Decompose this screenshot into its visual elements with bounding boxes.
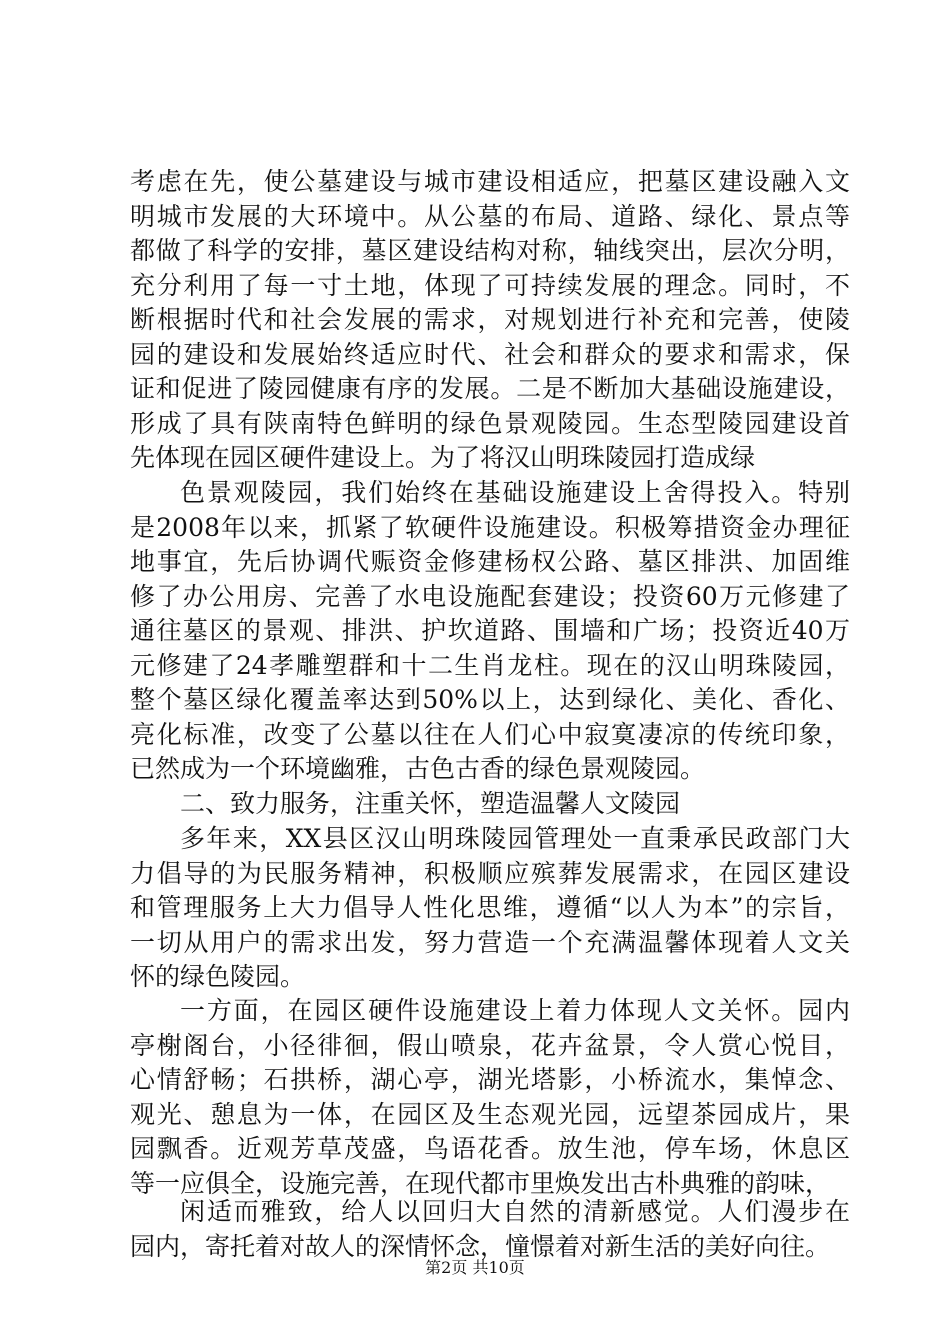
- text-line: 断根据时代和社会发展的需求，对规划进行补充和完善，使陵: [130, 305, 850, 334]
- text-line: 充分利用了每一寸土地，体现了可持续发展的理念。同时，不: [130, 270, 850, 300]
- text-line: 都做了科学的安排，墓区建设结构对称，轴线突出，层次分明，: [130, 236, 850, 265]
- text-line: 修了办公用房、完善了水电设施配套建设；投资60万元修建了: [130, 581, 850, 611]
- text-line: 多年来，XX县区汉山明珠陵园管理处一直秉承民政部门大: [180, 824, 850, 853]
- text-line: 园飘香。近观芳草茂盛，鸟语花香。放生池，停车场，休息区: [130, 1134, 850, 1163]
- paragraph-green-landscape: [130, 476, 850, 787]
- text-line: 亭榭阁台，小径徘徊，假山喷泉，花卉盆景，令人赏心悦目，: [130, 1030, 850, 1060]
- text-line: 心情舒畅；石拱桥，湖心亭，湖光塔影，小桥流水，集悼念、: [130, 1065, 850, 1094]
- text-line: 亮化标准，改变了公墓以往在人们心中寂寞凄凉的传统印象，: [130, 719, 850, 749]
- section-heading-text: 二、致力服务，注重关怀，塑造温馨人文陵园: [180, 789, 681, 818]
- text-line: 一方面，在园区硬件设施建设上着力体现人文关怀。园内: [180, 996, 850, 1025]
- text-line: 闲适而雅致，给人以回归大自然的清新感觉。人们漫步在: [180, 1197, 850, 1226]
- text-line: 地事宜，先后协调代赈资金修建杨权公路、墓区排洪、加固维: [130, 547, 850, 576]
- paragraph-continuation: [130, 165, 850, 476]
- text-line: 形成了具有陕南特色鲜明的绿色景观陵园。生态型陵园建设首: [130, 408, 850, 438]
- text-line: 观光、憩息为一体，在园区及生态观光园，远望茶园成片，果: [130, 1099, 850, 1129]
- paragraph-service: [130, 822, 850, 995]
- paragraph-facilities: [130, 994, 850, 1201]
- text-line: 证和促进了陵园健康有序的发展。二是不断加大基础设施建设，: [130, 374, 850, 403]
- text-line: 色景观陵园，我们始终在基础设施建设上舍得投入。特别: [180, 478, 850, 507]
- text-line: 元修建了24孝雕塑群和十二生肖龙柱。现在的汉山明珠陵园，: [130, 650, 850, 680]
- text-line: 怀的绿色陵园。: [130, 962, 306, 991]
- text-line: 整个墓区绿化覆盖率达到50%以上，达到绿化、美化、香化、: [130, 685, 850, 714]
- text-line: 园的建设和发展始终适应时代、社会和群众的要求和需求，保: [130, 339, 850, 369]
- text-line: 通往墓区的景观、排洪、护坎道路、围墙和广场；投资近40万: [130, 616, 850, 645]
- text-line: 一切从用户的需求出发，努力营造一个充满温馨体现着人文关: [130, 927, 850, 957]
- text-line: 明城市发展的大环境中。从公墓的布局、道路、绿化、景点等: [130, 201, 850, 231]
- text-line: 力倡导的为民服务精神，积极顺应殡葬发展需求，在园区建设: [130, 858, 850, 888]
- section-heading: [130, 787, 850, 822]
- text-line: 考虑在先，使公墓建设与城市建设相适应，把墓区建设融入文: [130, 167, 850, 196]
- text-line: 等一应俱全，设施完善，在现代都市里焕发出古朴典雅的韵味，: [130, 1168, 831, 1198]
- text-line: 是2008年以来，抓紧了软硬件设施建设。积极筹措资金办理征: [130, 512, 850, 542]
- text-line: 园内，寄托着对故人的深情怀念，憧憬着对新生活的美好向往。: [130, 1231, 831, 1261]
- page-number-footer: 第2页 共10页: [425, 1258, 525, 1277]
- text-line: 先体现在园区硬件建设上。为了将汉山明珠陵园打造成绿: [130, 443, 756, 472]
- paragraph-closing: [130, 1195, 850, 1264]
- text-line: 和管理服务上大力倡导人性化思维，遵循“以人为本”的宗旨，: [130, 893, 850, 922]
- text-line: 已然成为一个环境幽雅，古色古香的绿色景观陵园。: [130, 754, 706, 783]
